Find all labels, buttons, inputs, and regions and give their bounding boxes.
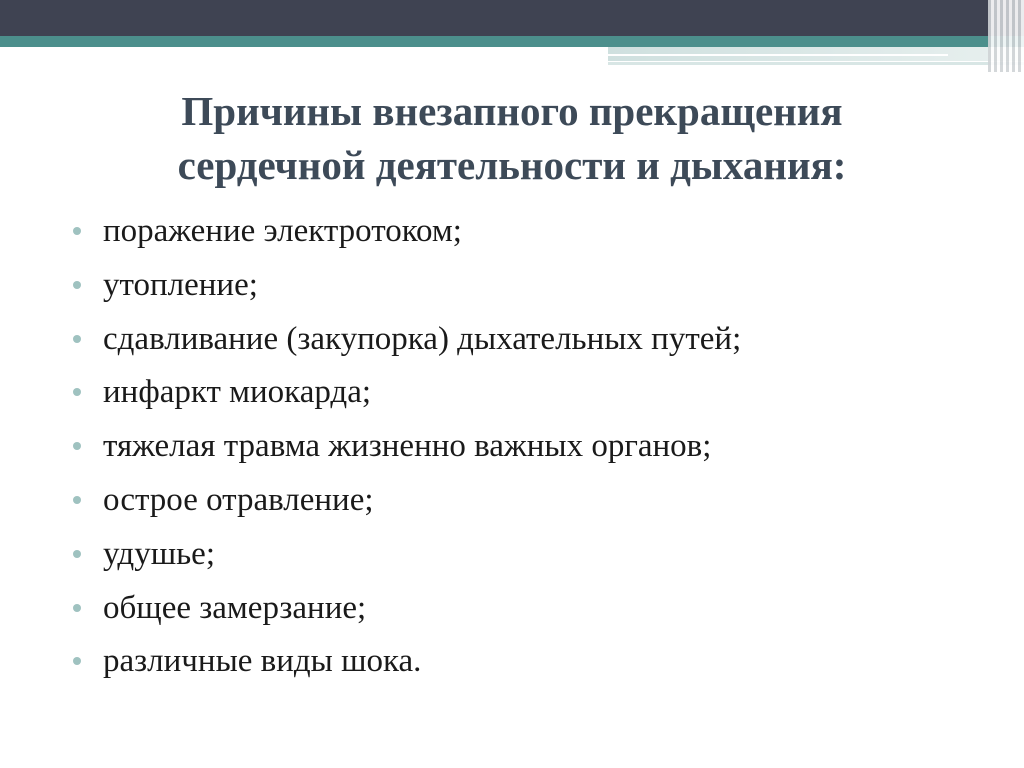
header-band-dark [0, 0, 1024, 36]
list-item [72, 207, 972, 261]
header-band-teal [0, 36, 1024, 47]
list-item [72, 584, 972, 638]
slide-title-line: Причины внезапного прекращения [181, 88, 843, 134]
bullet-dot-icon [73, 281, 81, 289]
slide-title-line: сердечной деятельности и дыхания: [177, 142, 847, 188]
list-item [72, 530, 972, 584]
list-item-text: сдавливание (закупорка) дыхательных путей; [103, 320, 742, 357]
bullet-dot-icon [73, 442, 81, 450]
bullet-dot-icon [73, 496, 81, 504]
list-item-text: острое отравление; [103, 481, 374, 518]
list-item-text: утопление; [103, 266, 258, 303]
header-band-line [608, 54, 948, 56]
list-item-text: инфаркт миокарда; [103, 374, 372, 411]
list-item-text: различные виды шока. [103, 643, 422, 680]
bullet-dot-icon [73, 335, 81, 343]
header-band-line [608, 62, 1024, 65]
list-item-text: удушье; [103, 535, 215, 572]
list-item [72, 476, 972, 530]
bullet-dot-icon [73, 227, 81, 235]
list-item [72, 368, 972, 422]
list-item [72, 637, 972, 691]
list-item-text: тяжелая травма жизненно важных органов; [103, 428, 712, 465]
list-item [72, 261, 972, 315]
list-item [72, 422, 972, 476]
list-item [72, 315, 972, 369]
bullet-dot-icon [73, 550, 81, 558]
bullet-dot-icon [73, 657, 81, 665]
list-item-text: поражение электротоком; [103, 213, 462, 249]
header-stripes-decoration [988, 0, 1024, 72]
slide-title [60, 84, 964, 192]
bullet-dot-icon [73, 604, 81, 612]
bullet-dot-icon [73, 388, 81, 396]
bullet-list [72, 207, 972, 691]
list-item-text: общее замерзание; [103, 589, 367, 626]
